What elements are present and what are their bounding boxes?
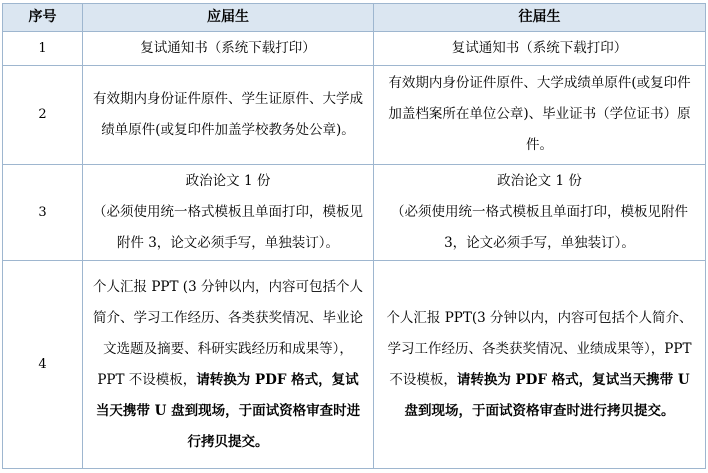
past-requirement-title: 政治论文 1 份 (497, 173, 582, 190)
current-requirement (83, 261, 374, 469)
current-requirement-detail: （必须使用统一格式模板且单面打印，模板见附件 3，论文必须手写，单独装订）。 (93, 204, 363, 252)
past-requirement: 复试通知书（系统下载打印） (374, 32, 706, 65)
current-requirement: 复试通知书（系统下载打印） (83, 32, 374, 65)
header-num: 序号 (3, 4, 83, 32)
header-current-students: 应届生 (83, 4, 374, 32)
past-requirement (374, 165, 706, 261)
past-requirement-detail: （必须使用统一格式模板且单面打印，模板见附件 3，论文必须手写，单独装订）。 (391, 204, 688, 252)
row-number: 3 (3, 165, 83, 261)
current-requirement: 有效期内身份证件原件、学生证原件、大学成绩单原件(或复印件加盖学校教务处公章)。 (83, 65, 374, 165)
current-requirement-title: 政治论文 1 份 (185, 173, 271, 190)
row-number: 2 (3, 65, 83, 165)
header-past-students: 往届生 (374, 4, 706, 32)
table-header-row (3, 4, 706, 32)
table-row (3, 65, 706, 165)
past-requirement: 有效期内身份证件原件、大学成绩单原件(或复印件加盖档案所在单位公章)、毕业证书（学位证书）原件。 (374, 65, 706, 165)
row-number: 4 (3, 261, 83, 469)
materials-table (2, 3, 706, 469)
current-requirement (83, 165, 374, 261)
past-requirement-bold-note: 请转换为 PDF 格式，复试当天携带 U 盘到现场，于面试资格审查时进行拷贝提交。 (404, 371, 690, 419)
past-requirement (374, 261, 706, 469)
table-row (3, 165, 706, 261)
past-requirement-text: 个人汇报 PPT(3 分钟以内，内容可包括个人简介、 学习工作经历、各类获奖情况、业绩成果等），PPT 不设模板， (386, 309, 693, 388)
table-row (3, 261, 706, 469)
current-requirement-text: 个人汇报 PPT (3 分钟以内，内容可包括个人简介、学习工作经历、各类获奖情况、毕业论文选题及摘要、科研实践经历和成果等），PPT 不设模板， (93, 278, 363, 388)
table-row (3, 32, 706, 65)
row-number: 1 (3, 32, 83, 65)
current-requirement-bold-note: 请转换为 PDF 格式，复试当天携带 U 盘到现场，于面试资格审查时进行拷贝提交。 (95, 371, 361, 450)
